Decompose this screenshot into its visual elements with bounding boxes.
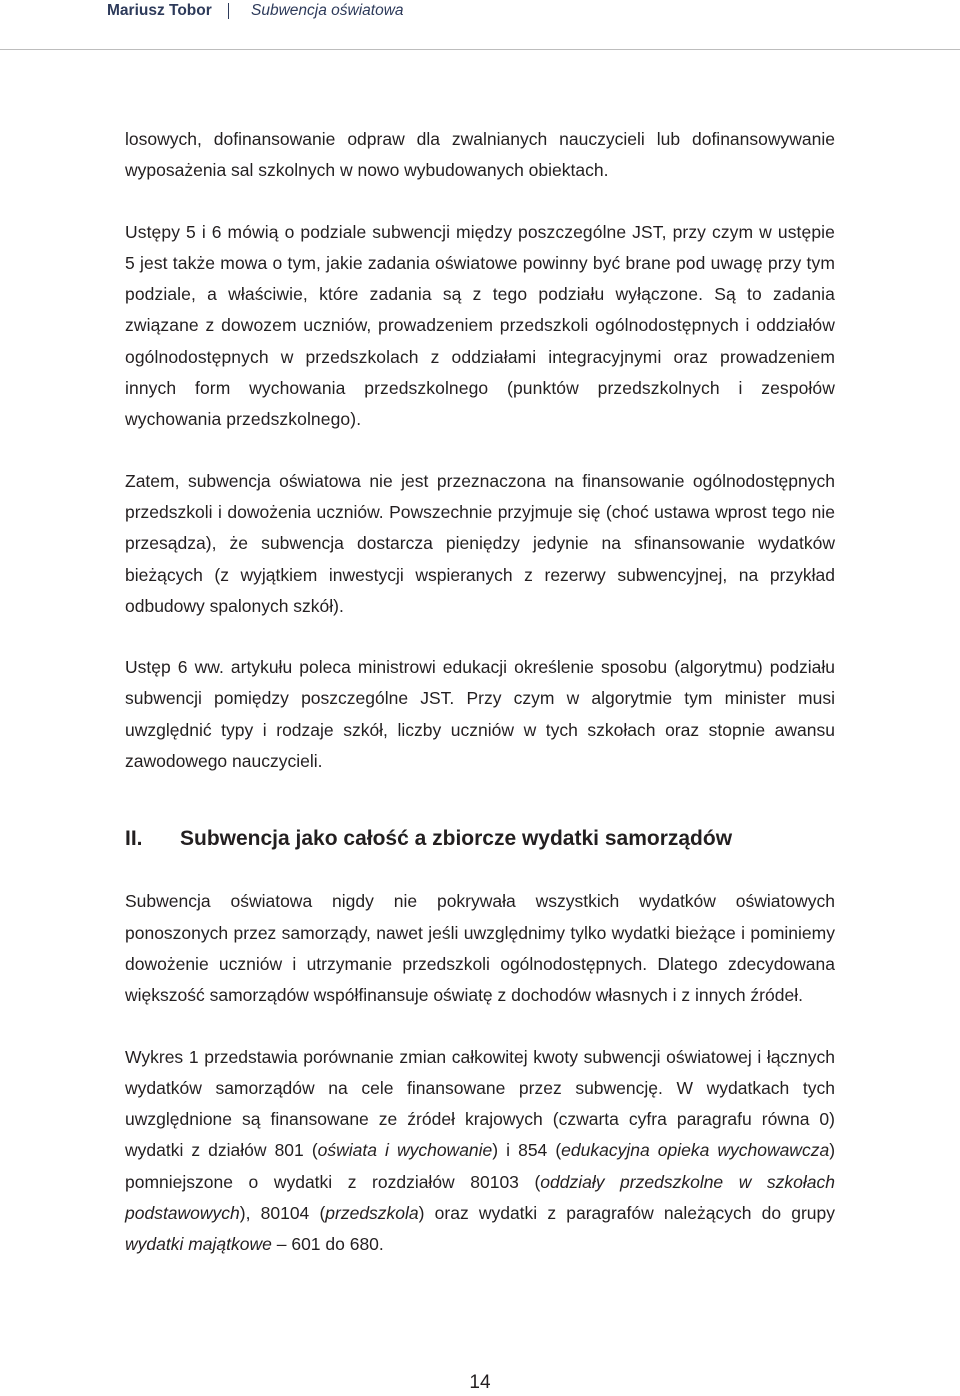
header-author: Mariusz Tobor — [107, 2, 212, 19]
paragraph-6-text: Wykres 1 przedstawia porównanie zmian całkowitej kwoty subwencji oświatowej i łącznych wydatków samorządów na cele finansowane przez subwencję. W wydatkach tych uwzględnione są finansowane ze źródeł krajowych (czwarta cyfra paragrafu równa 0) wydatki z działów 801 ( — [125, 1046, 835, 1161]
running-header — [0, 0, 960, 50]
section-title: Subwencja jako całość a zbiorcze wydatki samorządów — [180, 827, 733, 851]
paragraph-5: Subwencja oświatowa nigdy nie pokrywała wszystkich wydatków oświatowych ponoszonych przez samorządy, nawet jeśli uwzględnimy tylko wydatki bieżące i pominiemy dowożenie uczniów i utrzymanie przedszkoli ogólnodostępnych. Dlatego zdecydowana większość samorządów współfinansuje oświatę z dochodów własnych i z innych źródeł. — [125, 891, 835, 1006]
paragraph-6-text: – 601 do 680. — [271, 1234, 384, 1255]
paragraph-6-italic: oświata i wychowanie — [317, 1140, 493, 1161]
header-title: Subwencja oświatowa — [251, 2, 404, 19]
paragraph-6-italic: wydatki majątkowe — [125, 1234, 272, 1255]
header-separator — [228, 3, 229, 19]
paragraph-2: Ustępy 5 i 6 mówią o podziale subwencji między poszczególne JST, przy czym w ustępie 5 jest także mowa o tym, jakie zadania oświatowe powinny być brane pod uwagę przy tym podziale, a właściwie, które zadania są z tego podziału wyłączone. Są to zadania związane z dowozem uczniów, prowadzeniem przedszkoli ogólnodostępnych i oddziałów ogólnodostępnych w przedszkolach z oddziałami integracyjnymi oraz prowadzeniem innych form wychowania przedszkolnego (punktów przedszkolnych i zespołów wychowania przedszkolnego). — [125, 221, 835, 430]
page-number: 14 — [469, 1372, 491, 1393]
paragraph-1: losowych, dofinansowanie odpraw dla zwalnianych nauczycieli lub dofinansowywanie wyposażenia sal szkolnych w nowo wybudowanych obiektach. — [125, 129, 835, 181]
section-number: II. — [125, 827, 143, 851]
paragraph-4: Ustęp 6 ww. artykułu poleca ministrowi edukacji określenie sposobu (algorytmu) podziału subwencji pomiędzy poszczególne JST. Przy czym w algorytmie tym minister musi uwzględnić typy i rodzaje szkół, liczby uczniów w tych szkołach oraz stopnie awansu zawodowego nauczycieli. — [125, 657, 835, 772]
page-body — [125, 124, 835, 1261]
paragraph-6-text: ), 80104 ( — [239, 1203, 326, 1224]
paragraph-3: Zatem, subwencja oświatowa nie jest przeznaczona na finansowanie ogólnodostępnych przedszkoli i dowożenia uczniów. Powszechnie przyjmuje się (choć ustawa wprost tego nie przesądza), że subwencja dostarcza pieniędzy jedynie na sfinansowanie wydatków bieżących (z wyjątkiem inwestycji wspieranych z rezerwy subwencyjnej, na przykład odbudowy spalonych szkół). — [125, 470, 835, 616]
paragraph-6-text: ) i 854 ( — [492, 1140, 562, 1161]
paragraph-6-italic: przedszkola — [325, 1203, 419, 1224]
paragraph-6-text: ) oraz wydatki z paragrafów należących do grupy — [418, 1203, 836, 1224]
section-heading — [125, 824, 835, 854]
paragraph-6-italic: edukacyjna opieka wychowawcza — [561, 1140, 830, 1161]
paragraph-6-italic: oddziały przedszkolne w szkołach podstawowych — [125, 1171, 835, 1224]
paragraph-6-text: ) pomniejszone o wydatki z rozdziałów 80103 ( — [125, 1140, 836, 1192]
paragraph-6 — [125, 1042, 835, 1261]
